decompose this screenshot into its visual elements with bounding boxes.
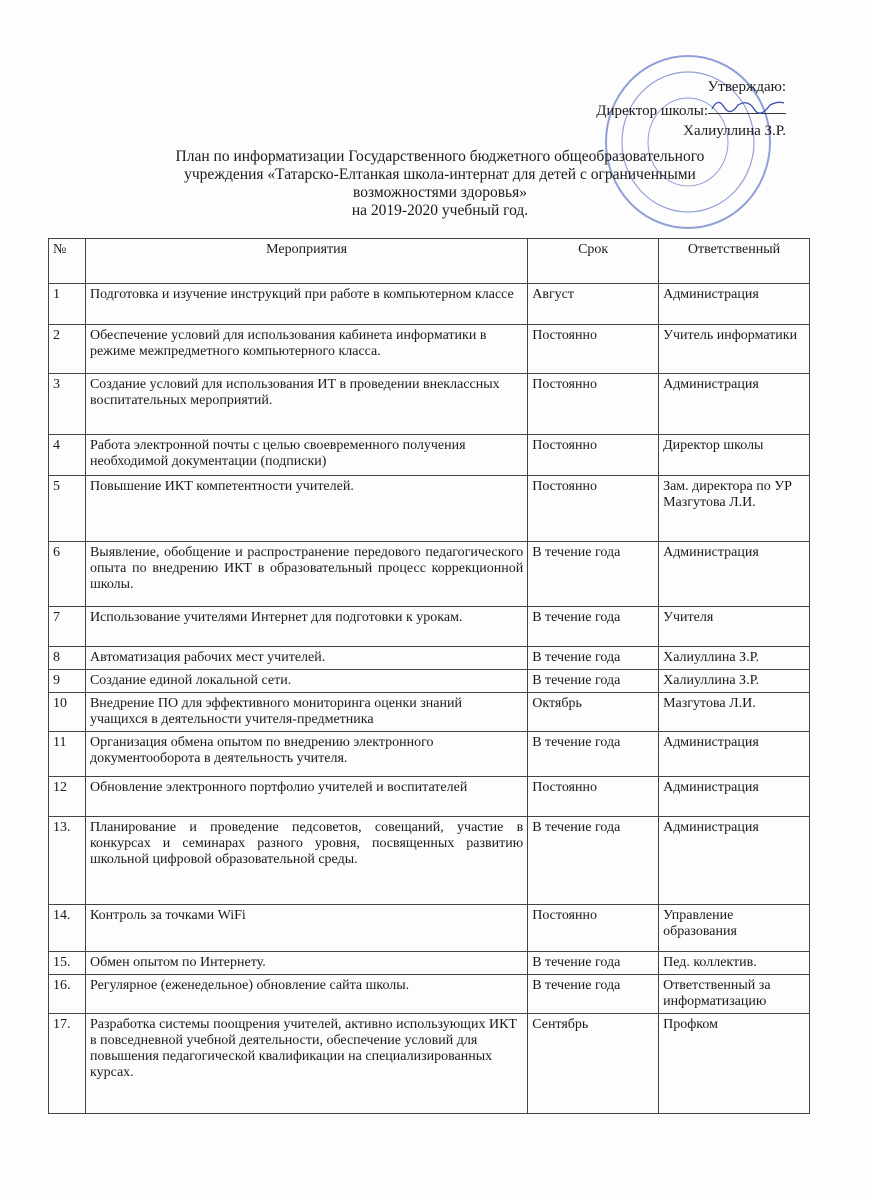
row-term: В течение года (528, 952, 659, 975)
row-number: 6 (49, 542, 86, 607)
row-event: Использование учителями Интернет для подготовки к урокам. (85, 607, 527, 647)
table-row (49, 325, 810, 374)
row-term: Август (528, 284, 659, 325)
row-number: 11 (49, 732, 86, 777)
row-responsible: Пед. коллектив. (659, 952, 810, 975)
row-number: 9 (49, 670, 86, 693)
table-row (49, 670, 810, 693)
table-row (49, 905, 810, 952)
table-row (49, 476, 810, 542)
row-number: 16. (49, 975, 86, 1014)
row-responsible: Учителя (659, 607, 810, 647)
row-responsible: Директор школы (659, 435, 810, 476)
row-number: 17. (49, 1014, 86, 1114)
row-responsible: Администрация (659, 817, 810, 905)
row-event: Планирование и проведение педсоветов, совещаний, участие в конкурсах и семинарах разного уровня, посвященных развитию школьной цифровой образовательной среды. (85, 817, 527, 905)
row-event: Обеспечение условий для использования кабинета информатики в режиме межпредметного компьютерного класса. (85, 325, 527, 374)
row-term: Сентябрь (528, 1014, 659, 1114)
table-row (49, 817, 810, 905)
approval-block (596, 77, 786, 141)
row-responsible: Профком (659, 1014, 810, 1114)
approval-line: Утверждаю: (707, 79, 786, 95)
row-responsible: Учитель информатики (659, 325, 810, 374)
title-line: План по информатизации Государственного бюджетного общеобразовательного (175, 148, 705, 165)
row-responsible: Ответственный за информатизацию (659, 975, 810, 1014)
col-responsible: Ответственный (659, 239, 810, 284)
table-row (49, 435, 810, 476)
row-event: Выявление, обобщение и распространение передового педагогического опыта по внедрению ИКТ в образовательный процесс коррекционной школы. (85, 542, 527, 607)
row-term: Постоянно (528, 905, 659, 952)
table-row (49, 732, 810, 777)
row-number: 1 (49, 284, 86, 325)
row-term: Постоянно (528, 374, 659, 435)
row-number: 13. (49, 817, 86, 905)
approval-position: Директор школы: (596, 103, 708, 119)
plan-table (48, 238, 810, 1114)
row-number: 7 (49, 607, 86, 647)
table-row (49, 693, 810, 732)
row-responsible: Мазгутова Л.И. (659, 693, 810, 732)
row-event: Контроль за точками WiFi (85, 905, 527, 952)
title-line: возможностями здоровья» (353, 184, 527, 201)
row-responsible: Халиуллина З.Р. (659, 647, 810, 670)
row-event: Разработка системы поощрения учителей, активно использующих ИКТ в повседневной учебной деятельности, обеспечение условий для повышения педагогической квалификации на специализированных курсах. (85, 1014, 527, 1114)
row-number: 3 (49, 374, 86, 435)
row-event: Обновление электронного портфолио учителей и воспитателей (85, 777, 527, 817)
row-responsible: Администрация (659, 374, 810, 435)
row-term: Октябрь (528, 693, 659, 732)
row-term: В течение года (528, 732, 659, 777)
table-row (49, 1014, 810, 1114)
row-number: 14. (49, 905, 86, 952)
director-name: Халиуллина З.Р. (683, 123, 786, 139)
row-event: Автоматизация рабочих мест учителей. (85, 647, 527, 670)
col-number: № (49, 239, 86, 284)
title-line: учреждения «Татарско-Елтанкая школа-интернат для детей с ограниченными (184, 166, 696, 183)
row-number: 10 (49, 693, 86, 732)
row-term: Постоянно (528, 476, 659, 542)
row-number: 12 (49, 777, 86, 817)
col-term: Срок (528, 239, 659, 284)
row-number: 8 (49, 647, 86, 670)
row-event: Создание единой локальной сети. (85, 670, 527, 693)
document-title (120, 148, 760, 220)
table-row (49, 952, 810, 975)
row-responsible: Администрация (659, 284, 810, 325)
row-responsible: Управление образования (659, 905, 810, 952)
table-row (49, 647, 810, 670)
row-term: В течение года (528, 607, 659, 647)
row-event: Организация обмена опытом по внедрению электронного документооборота в деятельность учителя. (85, 732, 527, 777)
row-term: В течение года (528, 817, 659, 905)
row-event: Создание условий для использования ИТ в проведении внеклассных воспитательных мероприятий. (85, 374, 527, 435)
row-responsible: Администрация (659, 777, 810, 817)
row-term: Постоянно (528, 435, 659, 476)
row-event: Работа электронной почты с целью своевременного получения необходимой документации (подписки) (85, 435, 527, 476)
table-row (49, 542, 810, 607)
row-number: 2 (49, 325, 86, 374)
row-term: Постоянно (528, 325, 659, 374)
row-term: Постоянно (528, 777, 659, 817)
row-term: В течение года (528, 542, 659, 607)
row-term: В течение года (528, 647, 659, 670)
signature (708, 97, 786, 114)
table-row (49, 607, 810, 647)
row-event: Повышение ИКТ компетентности учителей. (85, 476, 527, 542)
row-term: В течение года (528, 975, 659, 1014)
row-responsible: Зам. директора по УР Мазгутова Л.И. (659, 476, 810, 542)
row-number: 15. (49, 952, 86, 975)
row-event: Подготовка и изучение инструкций при работе в компьютерном классе (85, 284, 527, 325)
table-row (49, 777, 810, 817)
table-row (49, 284, 810, 325)
table-header-row (49, 239, 810, 284)
row-term: В течение года (528, 670, 659, 693)
row-event: Внедрение ПО для эффективного мониторинга оценки знаний учащихся в деятельности учителя-предметника (85, 693, 527, 732)
row-event: Регулярное (еженедельное) обновление сайта школы. (85, 975, 527, 1014)
row-number: 4 (49, 435, 86, 476)
row-responsible: Халиуллина З.Р. (659, 670, 810, 693)
table-row (49, 374, 810, 435)
row-responsible: Администрация (659, 542, 810, 607)
title-line: на 2019-2020 учебный год. (351, 202, 529, 219)
row-number: 5 (49, 476, 86, 542)
col-events: Мероприятия (85, 239, 527, 284)
row-responsible: Администрация (659, 732, 810, 777)
table-row (49, 975, 810, 1014)
row-event: Обмен опытом по Интернету. (85, 952, 527, 975)
